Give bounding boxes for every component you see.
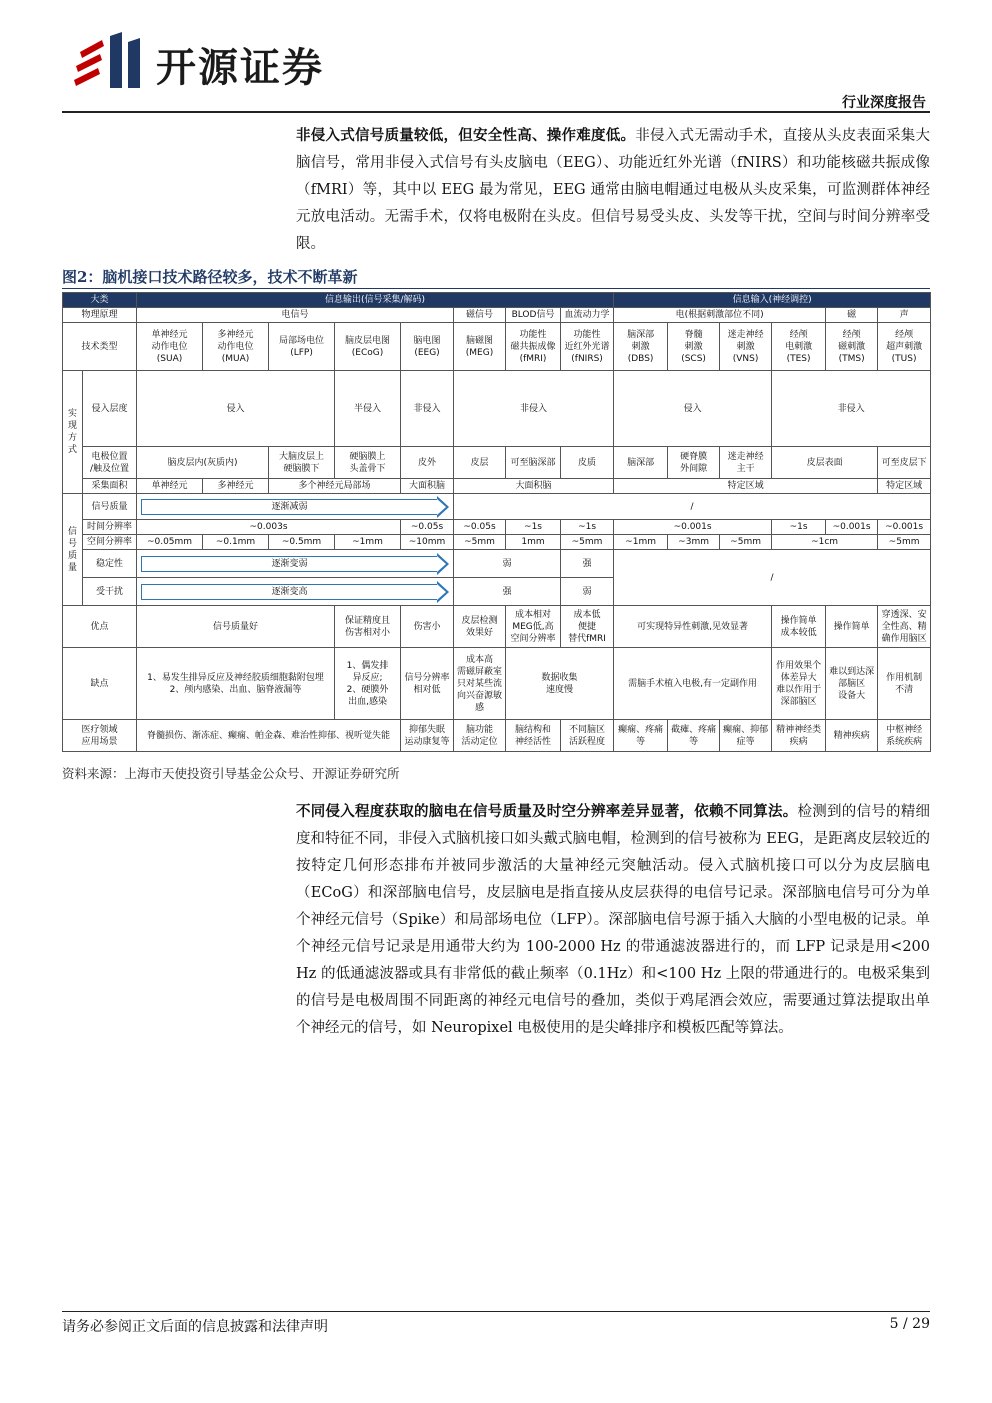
row-label: 稳定性: [83, 550, 137, 578]
table-cell: 皮外: [401, 447, 454, 479]
arrow-cell: [137, 578, 454, 606]
table-row-signal-quality: [63, 494, 931, 520]
table-cell: 作用效果个 体差异大 难以作用于 深部脑区: [772, 648, 826, 720]
table-cell: ~0.001s: [826, 520, 878, 535]
arrow-label: 逐渐变弱: [271, 558, 308, 569]
table-cell: 特定区域: [614, 479, 878, 494]
table-cell: /: [454, 494, 931, 520]
table-cell: 电(根据刺激部位不同): [614, 308, 826, 323]
table-cell: 难以到达深 部脑区 设备大: [826, 648, 878, 720]
table-cell: ~1s: [772, 520, 826, 535]
arrow-cell: [137, 494, 454, 520]
arrow-cell: [137, 550, 454, 578]
table-cell: 脑磁图 (MEG): [454, 323, 506, 371]
table-cell: 非侵入: [772, 371, 931, 447]
brand-name: 开源证券: [156, 45, 324, 91]
paragraph-noninvasive-lead: 非侵入式信号质量较低，但安全性高、操作难度低。: [296, 127, 636, 144]
brand-logo-mark-icon: [72, 32, 144, 90]
group-label-implementation: 实 现 方 式: [63, 371, 83, 494]
bci-comparison-table: [62, 292, 931, 752]
table-row-invasive: [63, 371, 931, 447]
table-cell: 精神神经类 疾病: [772, 720, 826, 752]
row-label: 电极位置 /触及位置: [83, 447, 137, 479]
header-divider: [62, 111, 930, 113]
table-cell: ~3mm: [668, 535, 720, 550]
table-cell: 作用机制 不清: [878, 648, 931, 720]
table-cell: ~5mm: [720, 535, 772, 550]
table-cell: 大面积脑: [401, 479, 454, 494]
table-cell: 穿透深、安 全性高、精 确作用脑区: [878, 606, 931, 648]
table-cell: 局部场电位 (LFP): [269, 323, 335, 371]
table-cell: ~1cm: [772, 535, 878, 550]
row-label: 空间分辨率: [83, 535, 137, 550]
table-cell: ~5mm: [561, 535, 614, 550]
table-cell: 脑深部: [614, 447, 668, 479]
table-cell: BLOD信号: [506, 308, 561, 323]
table-cell: 电信号: [137, 308, 454, 323]
table-cell: 非侵入: [401, 371, 454, 447]
table-cell: 操作简单: [826, 606, 878, 648]
table-row-cons: [63, 648, 931, 720]
figure-title: 图2：脑机接口技术路径较多，技术不断革新: [62, 268, 358, 286]
table-cell: ~0.05s: [401, 520, 454, 535]
table-cell: 中枢神经 系统疾病: [878, 720, 931, 752]
paragraph-invasive-lead: 不同侵入程度获取的脑电在信号质量及时空分辨率差异显著，依赖不同算法。: [296, 803, 798, 820]
table-row-stability: [63, 550, 931, 578]
table-cell: 特定区域: [878, 479, 931, 494]
signal-quality-arrow: [141, 499, 437, 515]
table-cell: 多神经元 动作电位 (MUA): [203, 323, 269, 371]
table-cell: ~0.05mm: [137, 535, 203, 550]
table-cell: 皮层: [454, 447, 506, 479]
table-cell: ~1mm: [614, 535, 668, 550]
table-row-applications: [63, 720, 931, 752]
table-cell: ~0.1mm: [203, 535, 269, 550]
brand-logo: [72, 32, 372, 92]
table-cell: 强: [561, 550, 614, 578]
table-cell: 侵入: [137, 371, 335, 447]
table-cell: 磁: [826, 308, 878, 323]
table-cell: 硬脊膜 外间隙: [668, 447, 720, 479]
table-row-principle: [63, 308, 931, 323]
table-cell: 多神经元: [203, 479, 269, 494]
table-cell: 癫痫、疼痛 等: [614, 720, 668, 752]
table-cell: 成本低 便捷 替代fMRI: [561, 606, 614, 648]
interference-arrow: [141, 584, 437, 600]
row-label: 采集面积: [83, 479, 137, 494]
table-cell: ~1s: [506, 520, 561, 535]
table-cell: 硬脑膜上 头盖骨下: [335, 447, 401, 479]
table-cell: /: [614, 550, 931, 606]
table-cell: 脑皮层内(灰质内): [137, 447, 269, 479]
table-cell: 强: [454, 578, 561, 606]
table-cell: 功能性 近红外光谱 (fNIRS): [561, 323, 614, 371]
row-label: 技术类型: [63, 323, 137, 371]
table-cell: 磁信号: [454, 308, 506, 323]
table-cell: 功能性 磁共振成像 (fMRI): [506, 323, 561, 371]
table-cell: ~0.5mm: [269, 535, 335, 550]
table-cell: 皮层表面: [772, 447, 878, 479]
footer-divider: [62, 1311, 930, 1312]
table-cell: 侵入: [614, 371, 772, 447]
table-cell: 伤害小: [401, 606, 454, 648]
table-cell: 可至脑深部: [506, 447, 561, 479]
table-cell: 截瘫、疼痛 等: [668, 720, 720, 752]
table-row-electrode: [63, 447, 931, 479]
group-label-quality: 信号 质量: [63, 494, 83, 606]
table-cell: 脑电图 (EEG): [401, 323, 454, 371]
table-row-pros: [63, 606, 931, 648]
paragraph-invasive-body: 检测到的信号的精细度和特征不同，非侵入式脑机接口如头戴式脑电帽，检测到的信号被称为 EEG，是距离皮层较近的按特定几何形态排布并被同步激活的大量神经元突触活动。侵入式脑机接口可以分为皮层脑电（ECoG）和深部脑电信号，皮层脑电是指直接从皮层获得的电信号记录。深部脑电信号可分为单个神经元信号（Spike）和局部场电位（LFP）。深部脑电信号源于插入大脑的小型电极的记录。单个神经元信号记录是用通带大约为 100-2000 Hz 的带通滤波器进行的，而 LFP 记录是用<200 Hz 的低通滤波器或具有非常低的截止频率（0.1Hz）和<100 Hz 上限的带通进行的。电极采集到的信号是电极周围不同距离的神经元电信号的叠加，类似于鸡尾酒会效应，需要通过算法提取出单个神经元的信号，如 Neuropixel 电极使用的是尖峰排序和模板匹配等算法。: [296, 804, 930, 1036]
table-cell: 单神经元 动作电位 (SUA): [137, 323, 203, 371]
table-cell: 单神经元: [137, 479, 203, 494]
table-cell: 皮层检测 效果好: [454, 606, 506, 648]
table-cell: 弱: [454, 550, 561, 578]
table-cell: 数据收集 速度慢: [506, 648, 614, 720]
table-cell: 成本高 需磁屏蔽室 只对某些流 向兴奋源敏 感: [454, 648, 506, 720]
arrow-label: 逐渐变高: [271, 586, 308, 597]
header-category: 大类: [63, 293, 137, 308]
table-cell: 经颅 超声刺激 (TUS): [878, 323, 931, 371]
header-input: 信息输入(神经调控): [614, 293, 931, 308]
table-cell: 精神疾病: [826, 720, 878, 752]
table-cell: 可至皮层下: [878, 447, 931, 479]
table-cell: 迷走神经 刺激 (VNS): [720, 323, 772, 371]
table-cell: 脑深部 刺激 (DBS): [614, 323, 668, 371]
arrow-label: 逐渐减弱: [271, 501, 308, 512]
figure-divider: [62, 288, 930, 289]
table-cell: ~10mm: [401, 535, 454, 550]
table-row-temporal: [63, 520, 931, 535]
table-cell: 皮质: [561, 447, 614, 479]
page-number: 5 / 29: [889, 1316, 930, 1332]
table-header-row: [63, 293, 931, 308]
table-cell: 操作简单 成本较低: [772, 606, 826, 648]
footer-disclaimer: 请务必参阅正文后面的信息披露和法律声明: [62, 1319, 328, 1335]
table-cell: 声: [878, 308, 931, 323]
table-cell: 大脑皮层上 硬脑膜下: [269, 447, 335, 479]
row-label: 信号质量: [83, 494, 137, 520]
paragraph-noninvasive: [296, 122, 930, 258]
row-label: 缺点: [63, 648, 137, 720]
table-cell: 不同脑区 活跃程度: [561, 720, 614, 752]
row-label: 时间分辨率: [83, 520, 137, 535]
table-cell: ~0.001s: [878, 520, 931, 535]
report-type: 行业深度报告: [842, 95, 926, 111]
table-cell: 脊髓 刺激 (SCS): [668, 323, 720, 371]
table-cell: ~1mm: [335, 535, 401, 550]
stability-arrow: [141, 556, 437, 572]
figure-source: 资料来源：上海市天使投资引导基金公众号、开源证券研究所: [62, 766, 400, 781]
paragraph-invasive-signal: [296, 798, 930, 1042]
row-label: 受干扰: [83, 578, 137, 606]
row-label: 医疗领域 应用场景: [63, 720, 137, 752]
table-cell: 成本相对 MEG低,高 空间分辨率: [506, 606, 561, 648]
row-label: 侵入层度: [83, 371, 137, 447]
table-cell: 抑郁失眠 运动康复等: [401, 720, 454, 752]
table-row-tech: [63, 323, 931, 371]
table-cell: 经颅 磁刺激 (TMS): [826, 323, 878, 371]
table-cell: 脑皮层电图 (ECoG): [335, 323, 401, 371]
table-cell: 癫痫、抑郁 症等: [720, 720, 772, 752]
table-cell: 脊髓损伤、渐冻症、癫痫、帕金森、难治性抑郁、视听觉失能: [137, 720, 401, 752]
table-cell: 非侵入: [454, 371, 614, 447]
table-row-area: [63, 479, 931, 494]
table-cell: 脑功能 活动定位: [454, 720, 506, 752]
table-cell: 信号分辨率 相对低: [401, 648, 454, 720]
table-cell: 多个神经元局部场: [269, 479, 401, 494]
table-cell: 1、偶发排 异反应; 2、硬膜外 出血,感染: [335, 648, 401, 720]
table-cell: ~0.003s: [137, 520, 401, 535]
table-cell: 迷走神经 主干: [720, 447, 772, 479]
table-cell: ~5mm: [454, 535, 506, 550]
paragraph-noninvasive-body: 非侵入式无需动手术，直接从头皮表面采集大脑信号，常用非侵入式信号有头皮脑电（EEG）、功能近红外光谱（fNIRS）和功能核磁共振成像（fMRI）等，其中以 EEG 最为常见，EEG 通常由脑电帽通过电极从头皮采集，可监测群体神经元放电活动。无需手术，仅将电极附在头皮。但信号易受头皮、头发等干扰，空间与时间分辨率受限。: [296, 128, 930, 252]
table-cell: 大面积脑: [454, 479, 614, 494]
row-label: 物理原理: [63, 308, 137, 323]
table-cell: 保证精度且 伤害相对小: [335, 606, 401, 648]
table-cell: 1、易发生排异反应及神经胶质细胞黏附包埋 2、颅内感染、出血、脑脊液漏等: [137, 648, 335, 720]
table-cell: ~1s: [561, 520, 614, 535]
table-cell: 经颅 电刺激 (TES): [772, 323, 826, 371]
table-cell: 可实现特异性刺激,见效显著: [614, 606, 772, 648]
table-cell: 半侵入: [335, 371, 401, 447]
table-cell: 弱: [561, 578, 614, 606]
header-output: 信息输出(信号采集/解码): [137, 293, 614, 308]
table-cell: ~5mm: [878, 535, 931, 550]
table-cell: ~0.001s: [614, 520, 772, 535]
table-cell: 1mm: [506, 535, 561, 550]
table-cell: 血流动力学: [561, 308, 614, 323]
table-cell: ~0.05s: [454, 520, 506, 535]
row-label: 优点: [63, 606, 137, 648]
table-cell: 脑结构和 神经活性: [506, 720, 561, 752]
table-cell: 信号质量好: [137, 606, 335, 648]
table-cell: 需脑手术植入电极,有一定副作用: [614, 648, 772, 720]
table-row-spatial: [63, 535, 931, 550]
